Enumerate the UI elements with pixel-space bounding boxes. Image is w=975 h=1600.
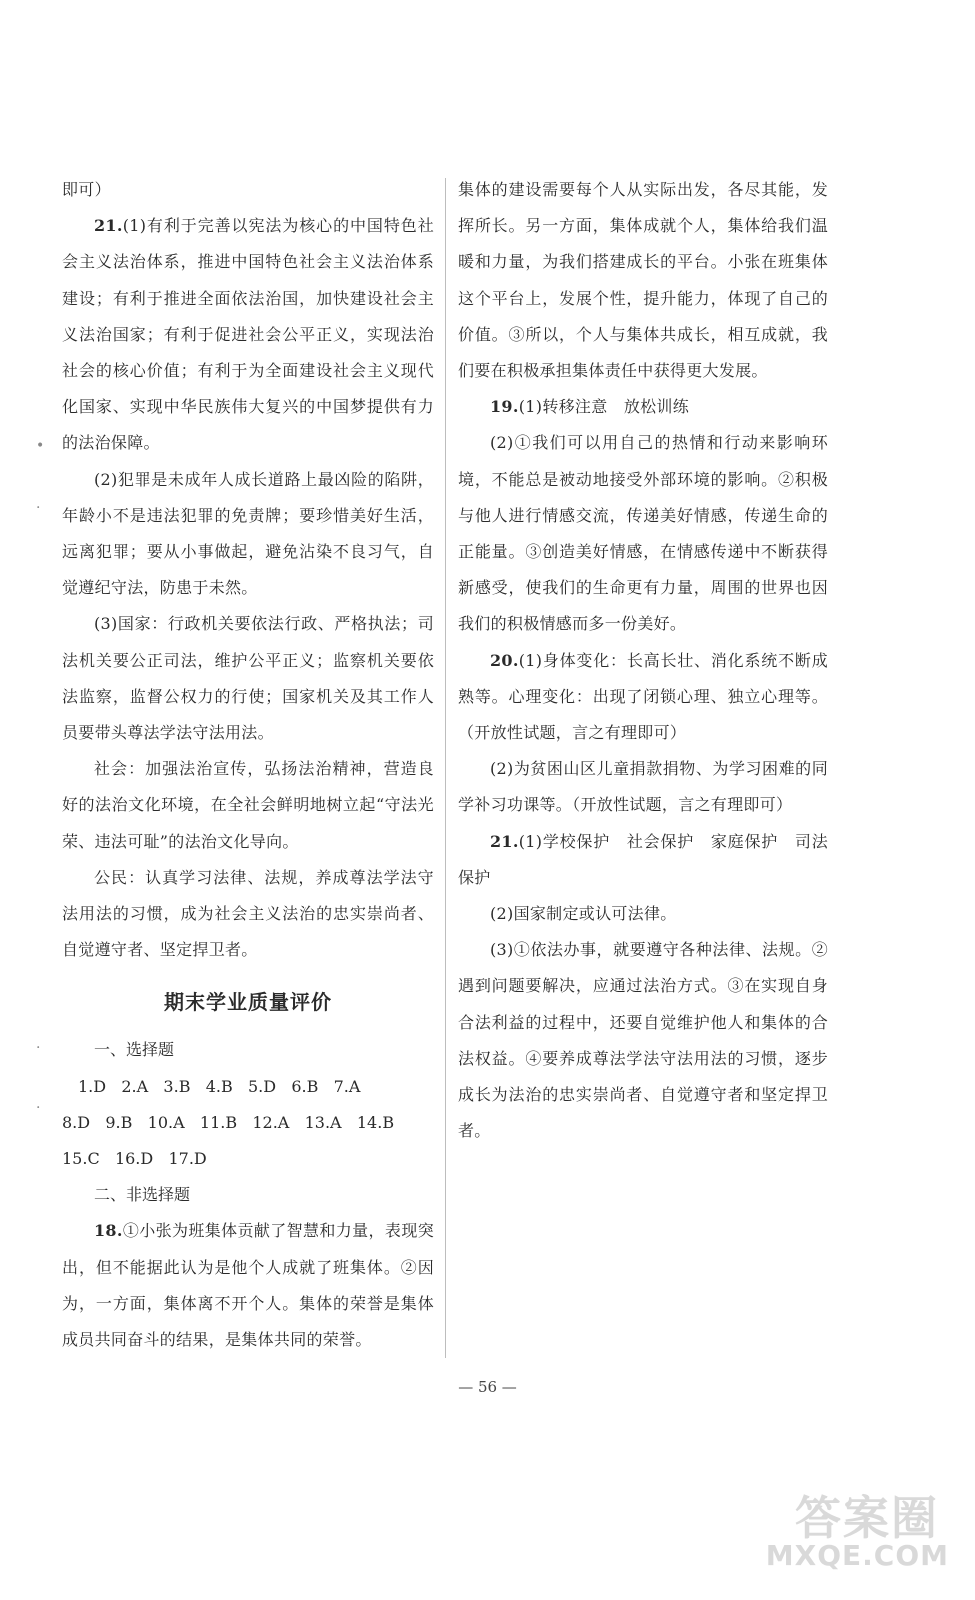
subsection-heading: 二、非选择题 xyxy=(94,1185,191,1205)
question-number: 20. xyxy=(490,650,519,670)
answer-19 xyxy=(458,389,828,425)
paragraph: (3)①依法办事，就要遵守各种法律、法规。②遇到问题要解决，应通过法治方式。③在实现自身合法利益的过程中，还要自觉维护他人和集体的合法权益。④要养成尊法学法守法用法的习惯，逐步成长为法治的忠实崇尚者、自觉遵守者和坚定捍卫者。 xyxy=(458,940,828,1141)
scan-speck: · xyxy=(36,500,41,516)
choice-answers-row: 1.D 2.A 3.B 4.B 5.D 6.B 7.A xyxy=(78,1076,361,1096)
answer-text: (1)学校保护 社会保护 家庭保护 司法保护 xyxy=(458,831,828,887)
page-number: — 56 — xyxy=(458,1378,517,1396)
watermark-text: 答案圈 xyxy=(795,1491,939,1545)
question-number: 19. xyxy=(490,397,519,417)
choice-answers-row: 15.C 16.D 17.D xyxy=(62,1149,207,1169)
paragraph: (2)①我们可以用自己的热情和行动来影响环境，不能总是被动地接受外部环境的影响。②积极与他人进行情感交流，传递美好情感，传递生命的正能量。③创造美好情感，在情感传递中不断获得新感受，使我们的生命更有力量，周围的世界也因我们的积极情感而多一份美好。 xyxy=(458,433,828,634)
answer-text: ①小张为班集体贡献了智慧和力量，表现突出，但不能据此认为是他个人成就了班集体。②因为，一方面，集体离不开个人。集体的荣誉是集体成员共同奋斗的结果，是集体共同的荣誉。 xyxy=(62,1221,434,1350)
answer-text: (1)有利于完善以宪法为核心的中国特色社会主义法治体系，推进中国特色社会主义法治体系建设；有利于推进全面依法治国，加快建设社会主义法治国家；有利于促进社会公平正义，实现法治社会的核心价值；有利于为全面建设社会主义现代化国家、实现中华民族伟大复兴的中国梦提供有力的法治保障。 xyxy=(62,216,434,453)
paragraph: (2)为贫困山区儿童捐款捐物、为学习困难的同学补习功课等。（开放性试题，言之有理即可） xyxy=(458,759,828,815)
paragraph: 公民：认真学习法律、法规，养成尊法学法守法用法的习惯，成为社会主义法治的忠实崇尚者、自觉遵守者、坚定捍卫者。 xyxy=(62,867,434,960)
left-column xyxy=(62,172,434,1358)
answer-text: (1)身体变化：长高长壮、消化系统不断成熟等。心理变化：出现了闭锁心理、独立心理等。（开放性试题，言之有理即可） xyxy=(458,650,828,743)
paragraph: 即可） xyxy=(62,180,111,199)
paragraph: (3)国家：行政机关要依法行政、严格执法；司法机关要公正司法，维护公平正义；监察机关要依法监察，监督公权力的行使；国家机关及其工作人员要带头尊法学法守法用法。 xyxy=(62,614,434,743)
scan-speck: · xyxy=(36,1040,41,1056)
answer-18 xyxy=(62,1213,434,1358)
column-divider xyxy=(445,178,446,1358)
answer-text: (1)转移注意 放松训练 xyxy=(518,397,690,417)
paragraph: 集体的建设需要每个人从实际出发，各尽其能，发挥所长。另一方面，集体成就个人，集体给我们温暖和力量，为我们搭建成长的平台。小张在班集体这个平台上，发展个性，提升能力，体现了自己的价值。③所以，个人与集体共成长，相互成就，我们要在积极承担集体责任中获得更大发展。 xyxy=(458,180,828,381)
question-number: 21. xyxy=(490,831,519,851)
paragraph: (2)犯罪是未成年人成长道路上最凶险的陷阱，年龄小不是违法犯罪的免责牌；要珍惜美好生活，远离犯罪；要从小事做起，避免沾染不良习气，自觉遵纪守法，防患于未然。 xyxy=(62,469,434,598)
right-column xyxy=(458,172,828,1149)
answer-20 xyxy=(458,643,828,752)
scan-speck: · xyxy=(36,1100,41,1116)
paragraph: (2)国家制定或认可法律。 xyxy=(490,904,677,924)
section-title: 期末学业质量评价 xyxy=(164,990,332,1015)
paragraph: 社会：加强法治宣传，弘扬法治精神，营造良好的法治文化环境，在全社会鲜明地树立起“守法光荣、违法可耻”的法治文化导向。 xyxy=(62,759,434,851)
answer-21b xyxy=(458,824,828,896)
answer-21 xyxy=(62,208,434,461)
subsection-heading: 一、选择题 xyxy=(94,1040,175,1060)
watermark-logo xyxy=(764,1482,949,1572)
question-number: 21. xyxy=(94,216,123,236)
watermark-url: MXQE.COM xyxy=(765,1539,949,1572)
choice-answers-row: 8.D 9.B 10.A 11.B 12.A 13.A 14.B xyxy=(62,1112,395,1132)
scan-speck: • xyxy=(36,438,45,454)
question-number: 18. xyxy=(94,1221,123,1241)
